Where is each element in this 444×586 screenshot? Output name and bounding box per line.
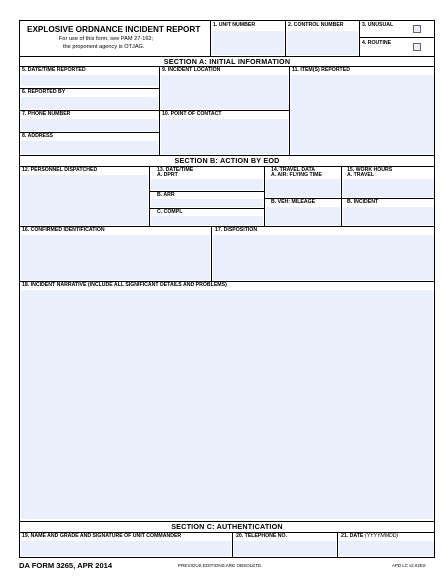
date-field[interactable] xyxy=(339,541,434,556)
form-area xyxy=(19,20,435,558)
form-subtitle-usage: For use of this form, see PAM 27-162; xyxy=(59,36,154,42)
dprt-label: A. DPRT xyxy=(157,172,178,178)
section-a-header: SECTION A: INITIAL INFORMATION xyxy=(163,57,291,66)
form-number: DA FORM 3265, APR 2014 xyxy=(19,561,113,570)
divider xyxy=(149,166,150,226)
divider xyxy=(232,532,233,557)
routine-label: 4. ROUTINE xyxy=(362,40,392,46)
address-label: 8. ADDRESS xyxy=(22,133,53,139)
unusual-checkbox[interactable] xyxy=(413,25,421,33)
control-number-label: 2. CONTROL NUMBER xyxy=(288,22,344,28)
travel-data-label: 14. TRAVEL DATA xyxy=(271,167,315,173)
divider xyxy=(341,166,342,226)
items-reported-label: 11. ITEM(S) REPORTED xyxy=(292,67,350,73)
personnel-dispatched-field[interactable] xyxy=(21,175,148,225)
divider xyxy=(359,37,435,38)
phone-number-field[interactable] xyxy=(21,119,158,131)
name-grade-signature-label: 19. NAME AND GRADE AND SIGNATURE OF UNIT COMMANDER xyxy=(22,533,182,539)
items-reported-field[interactable] xyxy=(291,75,434,154)
divider xyxy=(285,20,286,56)
air-flying-time-label: A. AIR: FLYING TIME xyxy=(271,172,322,178)
control-number-field[interactable] xyxy=(287,31,358,55)
section-c-header: SECTION C: AUTHENTICATION xyxy=(171,522,283,531)
form-title: EXPLOSIVE ORDNANCE INCIDENT REPORT xyxy=(27,25,201,34)
version-label: APD LC v2.02ES xyxy=(392,563,426,568)
work-hours-label: 15. WORK HOURS xyxy=(347,167,393,173)
arr-label: B. ARR xyxy=(157,192,175,198)
divider xyxy=(264,166,265,226)
veh-mileage-field[interactable] xyxy=(266,207,340,225)
date-format-hint: (YYYYMMDD) xyxy=(364,533,399,539)
reported-by-label: 6. REPORTED BY xyxy=(22,89,66,95)
air-flying-time-field[interactable] xyxy=(266,179,340,197)
compl-field[interactable] xyxy=(151,216,263,225)
veh-mileage-label: B. VEH: MILEAGE xyxy=(271,199,316,205)
confirmed-identification-label: 16. CONFIRMED IDENTIFICATION xyxy=(22,227,105,233)
obsolete-notice: PREVIOUS EDITIONS ARE OBSOLETE. xyxy=(178,563,263,568)
routine-checkbox[interactable] xyxy=(413,43,421,51)
date-time-label: 13. DATE/TIME xyxy=(157,167,194,173)
work-travel-label: A. TRAVEL xyxy=(347,172,374,178)
personnel-dispatched-label: 12. PERSONNEL DISPATCHED xyxy=(22,167,98,173)
section-b-header: SECTION B: ACTION BY EOD xyxy=(174,156,280,165)
date-time-reported-label: 5. DATE/TIME REPORTED xyxy=(22,67,86,73)
divider xyxy=(359,20,360,56)
divider xyxy=(211,226,212,281)
unusual-label: 3. UNUSUAL xyxy=(362,22,394,28)
divider xyxy=(210,20,211,56)
name-grade-signature-field[interactable] xyxy=(21,541,231,556)
confirmed-identification-field[interactable] xyxy=(21,235,210,280)
point-of-contact-label: 10. POINT OF CONTACT xyxy=(162,111,222,117)
divider xyxy=(337,532,338,557)
date-time-reported-field[interactable] xyxy=(21,75,158,86)
unit-number-field[interactable] xyxy=(212,31,284,55)
reported-by-field[interactable] xyxy=(21,97,158,109)
disposition-field[interactable] xyxy=(213,235,434,280)
dprt-field[interactable] xyxy=(151,179,263,190)
incident-location-field[interactable] xyxy=(161,75,288,109)
work-incident-label: B. INCIDENT xyxy=(347,199,379,205)
work-travel-field[interactable] xyxy=(343,179,434,197)
telephone-label: 20. TELEPHONE NO. xyxy=(236,533,288,539)
arr-field[interactable] xyxy=(151,199,263,207)
work-incident-field[interactable] xyxy=(343,207,434,225)
incident-location-label: 9. INCIDENT LOCATION xyxy=(162,67,221,73)
divider xyxy=(289,66,290,155)
form-subtitle-proponent: the proponent agency is OTJAG. xyxy=(63,44,145,50)
date-label xyxy=(341,534,398,540)
disposition-label: 17. DISPOSITION xyxy=(215,227,258,233)
incident-narrative-label: 18. INCIDENT NARRATIVE (INCLUDE ALL SIGNIFICANT DETAILS AND PROBLEMS) xyxy=(22,282,227,288)
incident-narrative-field[interactable] xyxy=(21,290,433,519)
unit-number-label: 1. UNIT NUMBER xyxy=(213,22,256,28)
phone-number-label: 7. PHONE NUMBER xyxy=(22,111,71,117)
address-field[interactable] xyxy=(21,141,158,154)
date-label-text: 21. DATE xyxy=(341,533,365,539)
telephone-field[interactable] xyxy=(234,541,336,556)
point-of-contact-field[interactable] xyxy=(161,119,288,154)
compl-label: C. COMPL xyxy=(157,209,183,215)
